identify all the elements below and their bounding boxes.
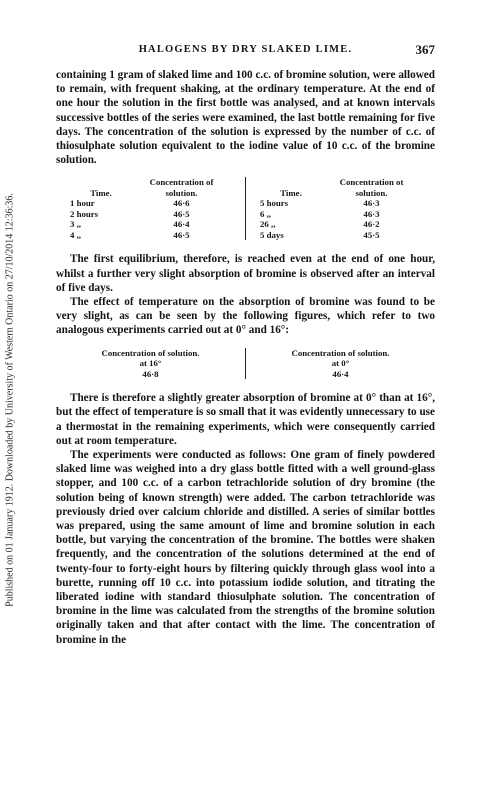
table-row: [260, 209, 421, 220]
paragraph-2: The first equilibrium, therefore, is reached even at the end of one hour, whilst a further very slight absorption of bromine is observed after an interval of five days.: [56, 253, 435, 294]
table-row: [260, 198, 421, 209]
col-header-concentration: Concentration ot: [339, 177, 404, 188]
table-head-line-1: [260, 177, 421, 188]
cell-time: 2 hours: [70, 208, 99, 219]
table-left-column: [56, 177, 246, 240]
cell-time: 5 days: [260, 229, 284, 240]
cell-time: 1 hour: [70, 198, 95, 209]
col-header-solution: solution.: [165, 187, 198, 198]
cell-value: 46·4: [173, 219, 190, 230]
cell-time: 6 ,,: [260, 208, 271, 219]
cell-value: 46·2: [363, 219, 380, 230]
temp-label: at 16°: [139, 358, 162, 369]
running-header: [56, 44, 435, 60]
table-row: [70, 230, 231, 241]
download-notice-text: Published on 01 January 1912. Downloaded by University of Western Ontario on 27/10/2014 12:36:36.: [4, 193, 16, 607]
temp-label: at 0°: [331, 358, 350, 369]
col-header-solution: solution.: [355, 187, 388, 198]
cell-value: 46·3: [363, 198, 380, 209]
cell-value: 45·5: [363, 229, 380, 240]
cell-value: 46·5: [173, 208, 190, 219]
page-body: [56, 44, 435, 647]
col-header-concentration: Concentration of: [149, 177, 214, 188]
paragraph-5: The experiments were conducted as follows: One gram of finely powdered slaked lime was weighed into a dry glass bottle fitted with a well ground-glass stopper, and 100 c.c. of a carbon tetrachloride solution of dry bromine (the solution being of known strength) were added. The carbon tetrachloride was previously dried over calcium chloride and distilled. A series of similar bottles was prepared, using the same amount of lime and bromine solution in each bottle, but varying the concentration of the bromine. The bottles were shaken frequently, and the concentration of the solutions determined at the end of twenty-four to forty-eight hours by filtering quickly through glass wool into a burette, running off 10 c.c. into potassium iodide solution, and titrating the liberated iodine with standard thiosulphate solution. The concentration of bromine in the lime was calculated from the strengths of the bromine solution originally taken and that after contact with the lime. The concentration of bromine in the: [56, 448, 435, 646]
table-row: [70, 219, 231, 230]
cell-time: 4 ,,: [70, 229, 81, 240]
paragraph-4: There is therefore a slightly greater absorption of bromine at 0° than at 16°, but the effect of temperature is so small that it was evidently unnecessary to use a thermostat in the remaining experiments, which were consequently carried out at room temperature.: [56, 392, 435, 447]
table-head-line-2: [70, 188, 231, 199]
table-right-column: [246, 177, 435, 240]
paragraph-1: containing 1 gram of slaked lime and 100 c.c. of bromine solution, were allowed to remain, with frequent shaking, at the ordinary temperature. At the end of one hour the solution in the first bottle was analysed, and at known intervals successive bottles of the series were examined, the last bottle remaining for five days. The concentration of the solution is expressed by the number of c.c. of thiosulphate solution equivalent to the iodine value of 10 c.c. of the bromine solution.: [56, 69, 435, 167]
running-title: HALOGENS BY DRY SLAKED LIME.: [138, 44, 353, 55]
temp-value: 46·4: [332, 368, 349, 379]
cell-value: 46·5: [173, 229, 190, 240]
cell-time: 3 ,,: [70, 219, 81, 230]
col-header-time: Time.: [90, 187, 112, 198]
temperature-left-column: [56, 348, 246, 380]
table-row: [260, 219, 421, 230]
col-header-time: Time.: [280, 187, 302, 198]
cell-time: 5 hours: [260, 198, 289, 209]
table-head-line-2: [260, 188, 421, 199]
temperature-right-column: [246, 348, 435, 380]
page-number: 367: [415, 42, 435, 57]
table-row: [70, 198, 231, 209]
cell-value: 46·3: [363, 208, 380, 219]
table-head-line-1: [70, 177, 231, 188]
temperature-table: [56, 348, 435, 380]
time-concentration-table: [56, 177, 435, 240]
temp-header: Concentration of solution.: [291, 347, 390, 358]
table-row: [70, 209, 231, 220]
paragraph-3: The effect of temperature on the absorption of bromine was found to be very slight, as can be seen by the following figures, which refer to two analogous experiments carried out at 0° and 16°:: [56, 296, 435, 337]
table-row: [260, 230, 421, 241]
temp-value: 46·8: [142, 368, 159, 379]
cell-time: 26 ,,: [260, 219, 276, 230]
download-watermark: [2, 40, 18, 760]
cell-value: 46·6: [173, 198, 190, 209]
temp-header: Concentration of solution.: [101, 347, 200, 358]
